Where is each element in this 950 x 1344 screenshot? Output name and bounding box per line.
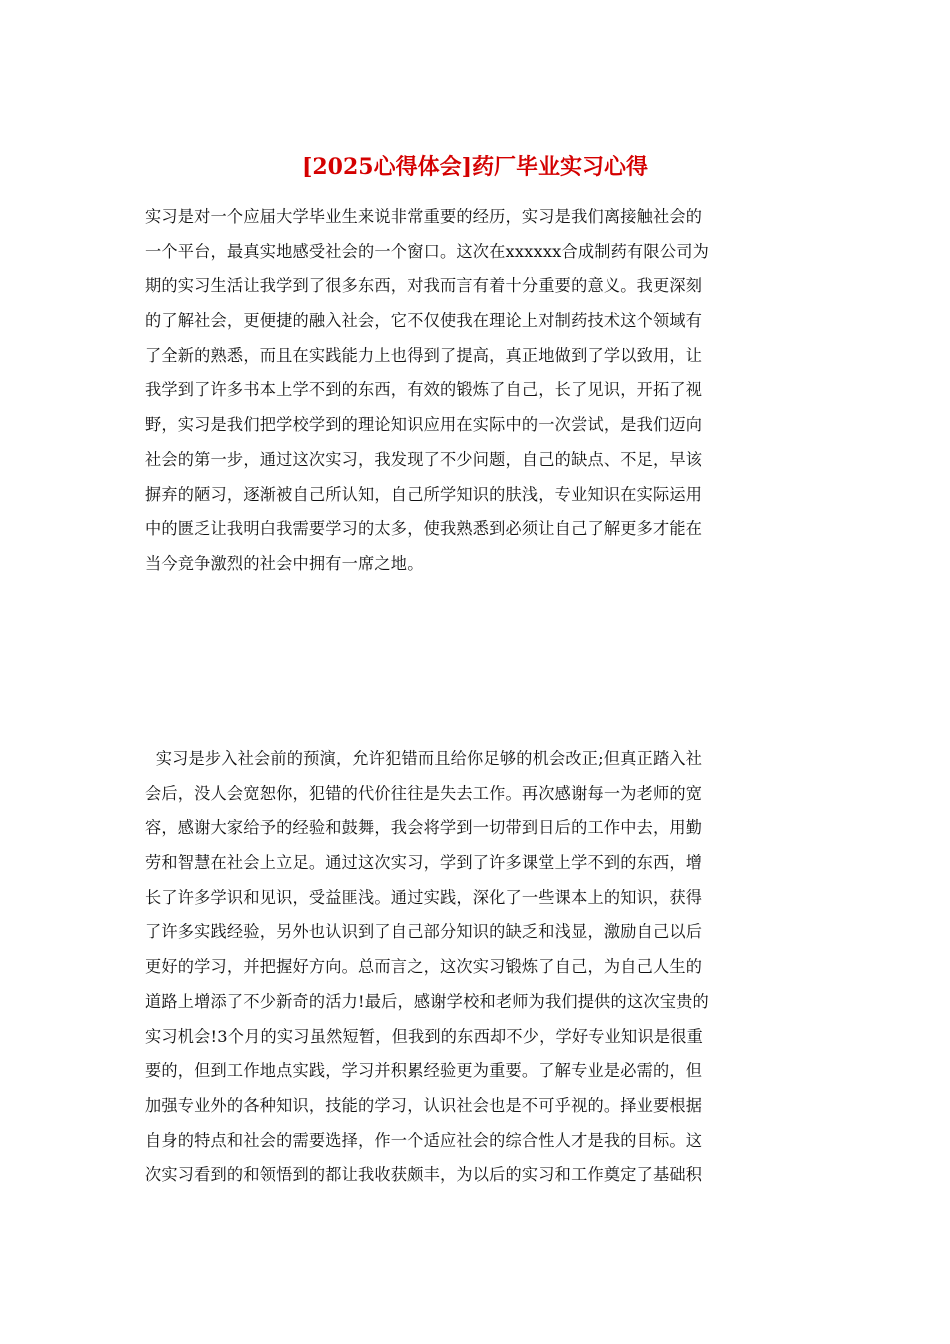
paragraph-line: 期的实习生活让我学到了很多东西，对我而言有着十分重要的意义。我更深刻 bbox=[145, 276, 703, 296]
paragraph-1 bbox=[145, 200, 815, 582]
paragraph-line: 了许多实践经验，另外也认识到了自己部分知识的缺乏和浅显，激励自己以后 bbox=[145, 922, 703, 942]
paragraph-line: 次实习看到的和领悟到的都让我收获颇丰，为以后的实习和工作奠定了基础积 bbox=[145, 1165, 703, 1185]
paragraph-line: 的了解社会，更便捷的融入社会，它不仅使我在理论上对制药技术这个领域有 bbox=[145, 311, 703, 331]
paragraph-line: 实习是步入社会前的预演，允许犯错而且给你足够的机会改正;但真正踏入社 bbox=[145, 749, 703, 768]
document-title: [2025心得体会]药厂毕业实习心得 bbox=[301, 154, 649, 180]
paragraph-line: 实习是对一个应届大学毕业生来说非常重要的经历，实习是我们离接触社会的 bbox=[145, 207, 703, 226]
paragraph-line: 要的，但到工作地点实践，学习并积累经验更为重要。了解专业是必需的，但 bbox=[145, 1061, 703, 1081]
paragraph-line: 一个平台，最真实地感受社会的一个窗口。这次在xxxxxx合成制药有限公司为 bbox=[145, 241, 709, 261]
paragraph-2 bbox=[145, 742, 815, 1193]
paragraph-line: 中的匮乏让我明白我需要学习的太多，使我熟悉到必须让自己了解更多才能在 bbox=[145, 519, 703, 539]
paragraph-line: 了全新的熟悉，而且在实践能力上也得到了提高，真正地做到了学以致用，让 bbox=[145, 345, 703, 365]
paragraph-line: 长了许多学识和见识，受益匪浅。通过实践，深化了一些课本上的知识，获得 bbox=[145, 887, 703, 907]
paragraph-line: 劳和智慧在社会上立足。通过这次实习，学到了许多课堂上学不到的东西，增 bbox=[145, 853, 703, 873]
paragraph-line: 会后，没人会宽恕你，犯错的代价往往是失去工作。再次感谢每一为老师的宽 bbox=[145, 783, 703, 803]
paragraph-line: 自身的特点和社会的需要选择，作一个适应社会的综合性人才是我的目标。这 bbox=[145, 1130, 703, 1150]
paragraph-line: 社会的第一步，通过这次实习，我发现了不少问题，自己的缺点、不足，早该 bbox=[145, 449, 703, 469]
paragraph-line: 实习机会!3个月的实习虽然短暂，但我到的东西却不少，学好专业知识是很重 bbox=[145, 1026, 703, 1046]
paragraph-line: 加强专业外的各种知识，技能的学习，认识社会也是不可乎视的。择业要根据 bbox=[145, 1095, 703, 1115]
paragraph-line: 摒弃的陋习，逐渐被自己所认知，自己所学知识的肤浅，专业知识在实际运用 bbox=[145, 484, 703, 504]
paragraph-line: 当今竞争激烈的社会中拥有一席之地。 bbox=[145, 553, 424, 573]
paragraph-line: 道路上增添了不少新奇的活力!最后，感谢学校和老师为我们提供的这次宝贵的 bbox=[145, 991, 709, 1011]
paragraph-line: 野，实习是我们把学校学到的理论知识应用在实际中的一次尝试，是我们迈向 bbox=[145, 415, 703, 435]
paragraph-line: 我学到了许多书本上学不到的东西，有效的锻炼了自己，长了见识，开拓了视 bbox=[145, 380, 703, 400]
paragraph-line: 容，感谢大家给予的经验和鼓舞，我会将学到一切带到日后的工作中去，用勤 bbox=[145, 818, 703, 838]
paragraph-line: 更好的学习，并把握好方向。总而言之，这次实习锻炼了自己，为自己人生的 bbox=[145, 957, 703, 977]
